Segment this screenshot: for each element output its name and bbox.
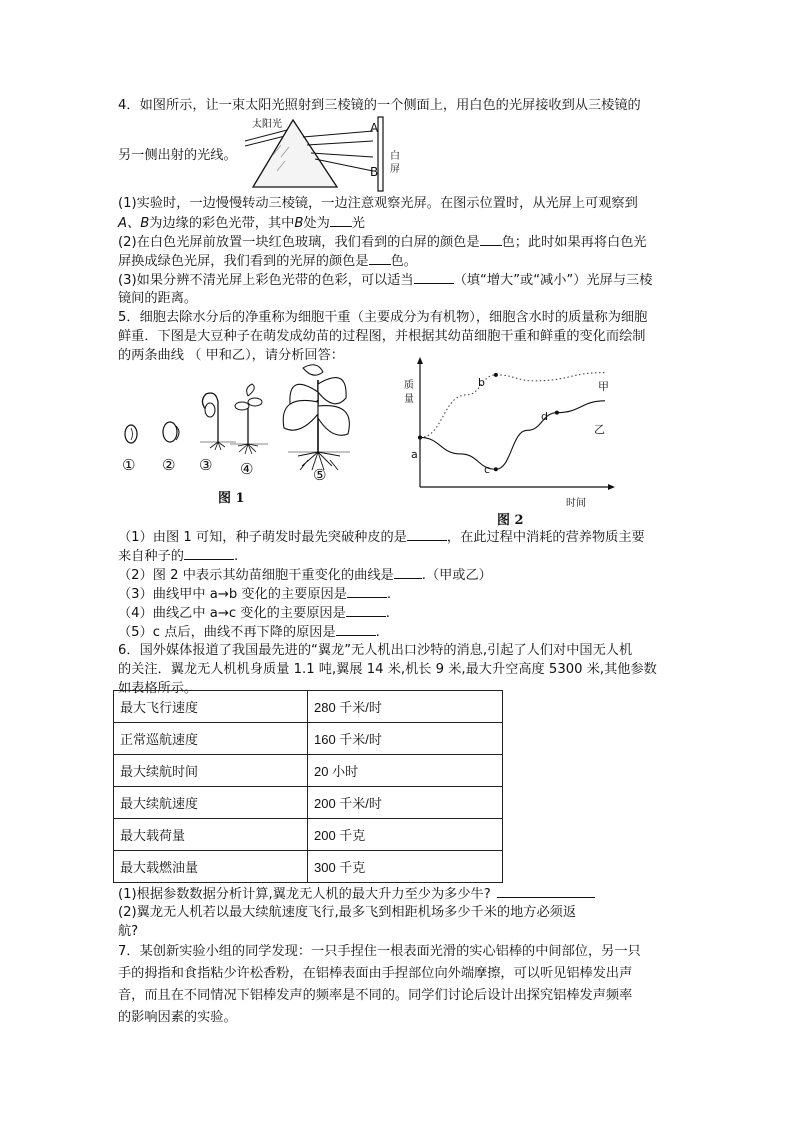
point-a [418,435,422,439]
answer-blank[interactable] [407,527,447,541]
q5-question3: （3）曲线甲中 a→b 变化的主要原因是 . [118,584,391,604]
q5-question1-line2: 来自种子的 . [118,546,238,566]
q5-question4: （4）曲线乙中 a→c 变化的主要原因是 . [118,603,390,623]
q5-question5: （5）c 点后，曲线不再下降的原因是 . [118,622,380,642]
table-row [114,723,503,755]
stage-1-seed [125,425,137,443]
param-name: 最大载燃油量 [114,851,308,883]
stage-label-2: ② [162,456,176,474]
series-line-yi [420,401,605,469]
q4-intro-line2: 另一侧出射的光线。 [118,148,237,163]
series-jia-label: 甲 [598,380,609,393]
answer-blank[interactable] [347,584,387,598]
point-d-label: d [541,410,548,423]
point-d [555,411,559,415]
point-a-label: a [411,448,418,461]
q6-part2-line2: 航? [118,924,139,939]
q4-part3-line1: (3)如果分辨不清光屏上彩色光带的色彩，可以适当 （填“增大”或“减小”）光屏与三棱 [118,270,652,290]
sun-light-label: 太阳光 [252,119,282,130]
y-axis-arrow [417,357,423,364]
point-b-label: b [478,376,485,389]
q7-line4: 的影响因素的实验。 [118,1010,237,1025]
answer-blank[interactable] [480,232,502,246]
table-row [114,691,503,723]
q6-intro-line2: 的关注．翼龙无人机机身质量 1.1 吨,翼展 14 米,机长 9 米,最大升空高度 5300 米,其他参数 [118,662,657,677]
answer-blank[interactable] [184,546,234,560]
param-name: 正常巡航速度 [114,723,308,755]
q5-intro-line2: 鲜重．下图是大豆种子在萌发成幼苗的过程图，并根据其幼苗细胞干重和鲜重的变化而绘制 [118,329,646,344]
table-row [114,819,503,851]
table-row [114,787,503,819]
q4-part1-line1: (1)实验时，一边慢慢转动三棱镜，一边注意观察光屏。在图示位置时，从光屏上可观察到 [118,196,638,211]
label-b: B [370,165,379,179]
param-value: 160 千米/时 [308,723,503,755]
q6-part1: (1)根据参数数据分析计算,翼龙无人机的最大升力至少为多少牛? [118,884,595,904]
stage-2-radicle [163,422,179,442]
q4-part3-line2: 镜间的距离。 [118,291,198,306]
param-name: 最大载荷量 [114,819,308,851]
q7-line1: 7．某创新实验小组的同学发现：一只手捏住一根表面光滑的实心铝棒的中间部位，另一只 [118,944,641,959]
q5-intro-line1: 5．细胞去除水分后的净重称为细胞干重（主要成分为有机物），细胞含水时的质量称为细胞 [118,310,648,325]
param-value: 200 千米/时 [308,787,503,819]
q6-intro-line1: 6．国外媒体报道了我国最先进的“翼龙”无人机出口沙特的消息,引起了人们对中国无人机 [118,643,633,658]
answer-blank[interactable] [414,270,454,284]
q7-line2: 手的拇指和食指粘少许松香粉，在铝棒表面由手捏部位向外端摩擦，可以听见铝棒发出声 [118,966,633,981]
q5-intro-line3: 的两条曲线 （ 甲和乙），请分析回答： [118,348,344,363]
figure-1-caption: 图 1 [218,491,245,506]
q4-part2-line2: 屏换成绿色光屏，我们看到的光屏的颜色是 色。 [118,251,417,271]
answer-blank[interactable] [394,565,422,579]
series-line-jia [420,373,605,438]
stage-3-hook [200,393,236,450]
answer-blank[interactable] [369,251,391,265]
point-c [494,467,498,471]
q6-intro-line3: 如表格所示。 [118,681,198,696]
table-row [114,851,503,883]
q4-part1-line2: A、B为边缘的彩色光带，其中B处为 光 [118,213,365,233]
param-value: 300 千克 [308,851,503,883]
q7-line3: 音，而且在不同情况下铝棒发声的频率是不同的。同学们讨论后设计出探究铝棒发声频率 [118,988,633,1003]
point-c-label: c [484,463,491,476]
drone-params-table [113,690,503,883]
answer-blank[interactable] [330,213,352,227]
stage-label-4: ④ [240,460,254,478]
q6-part2-line1: (2)翼龙无人机若以最大续航速度飞行,最多飞到相距机场多少千米的地方必须返 [118,905,577,920]
param-value: 200 千克 [308,819,503,851]
table-row [114,755,503,787]
point-b [494,373,498,377]
param-name: 最大飞行速度 [114,691,308,723]
label-a: A [370,121,379,135]
param-value: 280 千米/时 [308,691,503,723]
param-name: 最大续航时间 [114,755,308,787]
answer-blank[interactable] [336,622,376,636]
mass-chart [405,355,615,515]
chart-y-label-2: 量 [404,394,414,405]
q4-intro-line1: 4．如图所示，让一束太阳光照射到三棱镜的一个侧面上，用白色的光屏接收到从三棱镜的 [118,98,641,113]
screen-label-1: 白 [390,151,400,162]
stage-5-plant [283,365,350,470]
answer-blank[interactable] [346,603,386,617]
series-yi-label: 乙 [594,423,605,436]
param-value: 20 小时 [308,755,503,787]
stage-label-1: ① [122,456,136,474]
stage-4-seedling [230,384,268,454]
param-name: 最大续航速度 [114,787,308,819]
chart-x-label: 时间 [566,498,586,509]
q4-part2-line1: (2)在白色光屏前放置一块红色玻璃，我们看到的白屏的颜色是 色；此时如果再将白色光 [118,232,647,252]
stage-label-3: ③ [199,456,213,474]
q5-question1-line1: （1）由图 1 可知，种子萌发时最先突破种皮的是 ，在此过程中消耗的营养物质主要 [118,527,645,547]
chart-y-label-1: 质 [404,380,414,391]
answer-blank[interactable] [497,884,595,898]
figure-2-caption: 图 2 [497,513,524,528]
q5-question2: （2）图 2 中表示其幼苗细胞干重变化的曲线是 .（甲或乙） [118,565,492,585]
stage-label-5: ⑤ [313,466,327,484]
x-axis-arrow [608,484,615,490]
screen-label-2: 屏 [390,164,400,175]
